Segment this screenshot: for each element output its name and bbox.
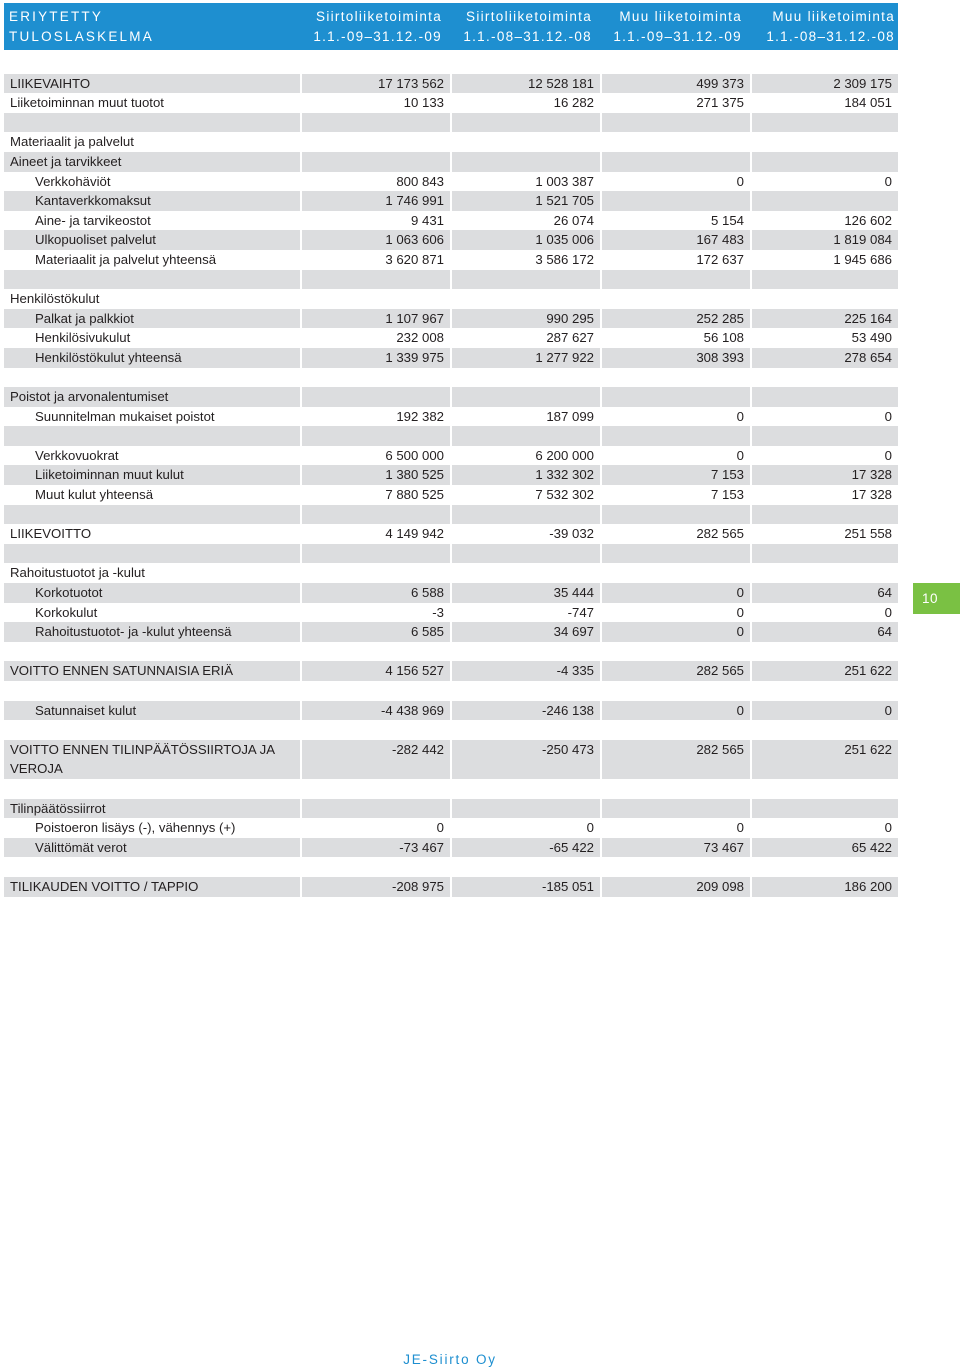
table-row [4,897,898,917]
row-value-col1: 192 382 [300,407,450,427]
row-label: Muut kulut yhteensä [4,485,300,505]
row-value-col2 [450,505,600,525]
row-value-col2 [450,132,600,152]
table-row [4,113,898,133]
row-value-col2: 26 074 [450,211,600,231]
row-value-col2 [450,563,600,583]
row-value-col4: 0 [750,172,898,192]
row-value-col1: -208 975 [300,877,450,897]
row-value-col4 [750,505,898,525]
table-row [4,191,898,211]
row-value-col1 [300,113,450,133]
row-value-col3: 0 [600,818,750,838]
row-label: Kantaverkkomaksut [4,191,300,211]
row-value-col1: 6 585 [300,622,450,642]
row-value-col4: 65 422 [750,838,898,858]
row-label [4,897,300,917]
table-row [4,603,898,623]
table-row [4,818,898,838]
table-row [4,230,898,250]
row-label: Satunnaiset kulut [4,701,300,721]
row-value-col3: 308 393 [600,348,750,368]
column-period-4: 1.1.-08–31.12.-08 [766,28,895,44]
row-value-col4 [750,132,898,152]
table-row [4,838,898,858]
row-value-col3: 282 565 [600,661,750,681]
row-value-col2: 1 277 922 [450,348,600,368]
table-row [4,289,898,309]
row-label: Poistoeron lisäys (-), vähennys (+) [4,818,300,838]
row-value-col1: 4 149 942 [300,524,450,544]
table-row [4,799,898,819]
row-value-col4: 0 [750,603,898,623]
table-row [4,211,898,231]
row-label: LIIKEVAIHTO [4,74,300,94]
column-segment-2: Siirtoliiketoiminta [466,8,592,24]
row-value-col1: -282 442 [300,740,450,779]
table-row [4,877,898,897]
row-value-col3 [600,387,750,407]
row-value-col4 [750,191,898,211]
column-segment-4: Muu liiketoiminta [772,8,895,24]
table-row [4,740,898,779]
row-value-col1 [300,132,450,152]
row-value-col4: 64 [750,622,898,642]
table-row [4,622,898,642]
row-value-col1: 3 620 871 [300,250,450,270]
row-value-col4 [750,642,898,662]
table-body [4,54,898,916]
income-statement-table [4,3,898,916]
row-value-col2: -246 138 [450,701,600,721]
row-value-col2 [450,544,600,564]
row-value-col1 [300,544,450,564]
row-value-col4: 0 [750,701,898,721]
row-value-col1 [300,799,450,819]
row-value-col2 [450,113,600,133]
row-value-col3: 0 [600,172,750,192]
row-value-col4 [750,720,898,740]
row-value-col4: 251 622 [750,661,898,681]
row-label [4,113,300,133]
row-label [4,368,300,388]
table-row [4,270,898,290]
table-row [4,250,898,270]
row-label: Korkokulut [4,603,300,623]
row-value-col4 [750,289,898,309]
row-value-col4: 0 [750,407,898,427]
row-value-col3: 0 [600,583,750,603]
row-value-col2 [450,779,600,799]
row-value-col4: 251 622 [750,740,898,779]
table-row [4,465,898,485]
row-label: Ulkopuoliset palvelut [4,230,300,250]
row-label: Rahoitustuotot- ja -kulut yhteensä [4,622,300,642]
table-row [4,407,898,427]
row-value-col1: 9 431 [300,211,450,231]
row-label: Liiketoiminnan muut kulut [4,465,300,485]
row-value-col2: 7 532 302 [450,485,600,505]
row-value-col1 [300,270,450,290]
row-value-col2: 187 099 [450,407,600,427]
table-row [4,152,898,172]
row-value-col3 [600,426,750,446]
row-value-col1: 10 133 [300,93,450,113]
row-value-col4 [750,897,898,917]
row-value-col2: 34 697 [450,622,600,642]
row-value-col3 [600,799,750,819]
table-row [4,544,898,564]
row-value-col2: -65 422 [450,838,600,858]
row-value-col4 [750,779,898,799]
row-value-col1: 800 843 [300,172,450,192]
table-row [4,309,898,329]
row-value-col4: 0 [750,818,898,838]
row-value-col2 [450,54,600,74]
row-value-col2: -185 051 [450,877,600,897]
table-row [4,701,898,721]
row-label [4,426,300,446]
row-value-col3: 5 154 [600,211,750,231]
row-value-col3 [600,54,750,74]
row-value-col3 [600,368,750,388]
row-value-col2 [450,270,600,290]
row-label: Liiketoiminnan muut tuotot [4,93,300,113]
table-row [4,485,898,505]
row-label: Henkilöstökulut [4,289,300,309]
table-row [4,426,898,446]
table-row [4,93,898,113]
row-label: VOITTO ENNEN SATUNNAISIA ERIÄ [4,661,300,681]
row-value-col4 [750,857,898,877]
row-label: Tilinpäätössiirrot [4,799,300,819]
table-row [4,387,898,407]
row-value-col4 [750,681,898,701]
table-row [4,524,898,544]
row-value-col1 [300,54,450,74]
table-row [4,642,898,662]
row-value-col1 [300,857,450,877]
row-value-col3 [600,681,750,701]
row-value-col3: 282 565 [600,740,750,779]
row-value-col4: 64 [750,583,898,603]
row-label [4,779,300,799]
row-value-col2: 1 035 006 [450,230,600,250]
row-value-col3 [600,152,750,172]
table-row [4,368,898,388]
row-value-col3 [600,289,750,309]
row-value-col3 [600,857,750,877]
row-value-col2: 1 332 302 [450,465,600,485]
row-value-col3: 282 565 [600,524,750,544]
row-value-col3 [600,642,750,662]
row-value-col2 [450,897,600,917]
statement-title-line1: ERIYTETTY [9,8,104,24]
row-value-col2: 287 627 [450,328,600,348]
row-value-col3 [600,897,750,917]
row-value-col3: 252 285 [600,309,750,329]
row-value-col4: 184 051 [750,93,898,113]
row-label: Verkkohäviöt [4,172,300,192]
row-value-col3: 0 [600,407,750,427]
row-value-col1 [300,779,450,799]
table-row [4,563,898,583]
row-value-col4: 2 309 175 [750,74,898,94]
row-value-col1: 7 880 525 [300,485,450,505]
row-value-col1 [300,289,450,309]
row-value-col4 [750,426,898,446]
row-label: Verkkovuokrat [4,446,300,466]
row-value-col4 [750,368,898,388]
table-row [4,446,898,466]
row-label: Aineet ja tarvikkeet [4,152,300,172]
row-label: Poistot ja arvonalentumiset [4,387,300,407]
row-label [4,505,300,525]
row-value-col1 [300,897,450,917]
row-value-col4: 126 602 [750,211,898,231]
row-label [4,54,300,74]
table-row [4,74,898,94]
row-label: LIIKEVOITTO [4,524,300,544]
row-value-col4 [750,270,898,290]
row-value-col3 [600,132,750,152]
row-value-col3 [600,563,750,583]
row-label [4,681,300,701]
row-value-col2 [450,368,600,388]
row-label: Aine- ja tarvikeostot [4,211,300,231]
table-row [4,328,898,348]
row-value-col1 [300,368,450,388]
row-value-col1: 1 063 606 [300,230,450,250]
row-value-col1: 17 173 562 [300,74,450,94]
row-value-col2: -250 473 [450,740,600,779]
row-value-col1: -4 438 969 [300,701,450,721]
header-row-segments [4,6,898,26]
row-value-col1: 0 [300,818,450,838]
row-label [4,720,300,740]
table-row [4,720,898,740]
row-label: Palkat ja palkkiot [4,309,300,329]
table-row [4,583,898,603]
row-label: Henkilösivukulut [4,328,300,348]
row-value-col3: 167 483 [600,230,750,250]
row-value-col3: 7 153 [600,485,750,505]
row-label [4,857,300,877]
table-row [4,681,898,701]
row-value-col2 [450,720,600,740]
table-header [4,3,898,50]
row-value-col2: 3 586 172 [450,250,600,270]
row-value-col3 [600,544,750,564]
table-row [4,857,898,877]
row-value-col3 [600,191,750,211]
row-value-col3 [600,779,750,799]
row-value-col2: 6 200 000 [450,446,600,466]
row-value-col3 [600,270,750,290]
row-value-col3: 7 153 [600,465,750,485]
row-value-col4 [750,113,898,133]
row-value-col4 [750,152,898,172]
row-value-col1: 1 380 525 [300,465,450,485]
table-row [4,348,898,368]
row-value-col2 [450,642,600,662]
row-value-col1: 232 008 [300,328,450,348]
row-value-col3: 0 [600,622,750,642]
row-label: Materiaalit ja palvelut [4,132,300,152]
row-value-col3: 499 373 [600,74,750,94]
row-value-col3 [600,720,750,740]
table-row [4,505,898,525]
row-value-col4: 186 200 [750,877,898,897]
row-label [4,642,300,662]
row-value-col2: 16 282 [450,93,600,113]
table-row [4,54,898,74]
row-value-col3: 0 [600,701,750,721]
row-label: Suunnitelman mukaiset poistot [4,407,300,427]
row-value-col1: 1 339 975 [300,348,450,368]
row-value-col4: 251 558 [750,524,898,544]
row-value-col1: -3 [300,603,450,623]
row-value-col2: 1 521 705 [450,191,600,211]
row-value-col1: 6 500 000 [300,446,450,466]
row-label: TILIKAUDEN VOITTO / TAPPIO [4,877,300,897]
row-label [4,544,300,564]
row-value-col4 [750,544,898,564]
row-value-col2: -39 032 [450,524,600,544]
row-value-col3 [600,113,750,133]
row-value-col3: 172 637 [600,250,750,270]
row-value-col2 [450,426,600,446]
row-label: Korkotuotot [4,583,300,603]
row-value-col3 [600,505,750,525]
row-label: Henkilöstökulut yhteensä [4,348,300,368]
row-value-col1 [300,563,450,583]
header-row-periods [4,26,898,46]
row-value-col2 [450,152,600,172]
row-value-col2 [450,799,600,819]
row-label: Rahoitustuotot ja -kulut [4,563,300,583]
row-value-col4: 0 [750,446,898,466]
row-value-col3: 56 108 [600,328,750,348]
row-value-col2: 12 528 181 [450,74,600,94]
column-period-1: 1.1.-09–31.12.-09 [313,28,442,44]
row-value-col4: 278 654 [750,348,898,368]
row-value-col1 [300,505,450,525]
row-value-col3: 209 098 [600,877,750,897]
row-value-col1 [300,720,450,740]
footer-company-name: JE-Siirto Oy [403,1352,497,1367]
column-period-3: 1.1.-09–31.12.-09 [613,28,742,44]
column-segment-1: Siirtoliiketoiminta [316,8,442,24]
statement-title-line2: TULOSLASKELMA [9,28,154,44]
row-value-col1 [300,152,450,172]
row-value-col2 [450,387,600,407]
row-value-col4: 17 328 [750,465,898,485]
row-value-col2: 1 003 387 [450,172,600,192]
page-number-tab: 10 [913,583,960,614]
row-value-col4: 1 945 686 [750,250,898,270]
row-value-col4 [750,54,898,74]
row-value-col2: -4 335 [450,661,600,681]
row-value-col3: 73 467 [600,838,750,858]
row-value-col3: 0 [600,603,750,623]
row-value-col1: 1 746 991 [300,191,450,211]
row-value-col1 [300,642,450,662]
row-value-col3: 271 375 [600,93,750,113]
table-row [4,779,898,799]
row-label: Materiaalit ja palvelut yhteensä [4,250,300,270]
row-value-col4: 53 490 [750,328,898,348]
row-value-col4: 17 328 [750,485,898,505]
row-value-col2 [450,857,600,877]
row-value-col2 [450,289,600,309]
row-value-col1 [300,681,450,701]
row-value-col1: 1 107 967 [300,309,450,329]
column-segment-3: Muu liiketoiminta [619,8,742,24]
row-value-col1: -73 467 [300,838,450,858]
row-value-col4 [750,563,898,583]
row-value-col1: 6 588 [300,583,450,603]
row-value-col1: 4 156 527 [300,661,450,681]
row-value-col4: 225 164 [750,309,898,329]
column-period-2: 1.1.-08–31.12.-08 [463,28,592,44]
row-value-col2: -747 [450,603,600,623]
table-row [4,132,898,152]
table-row [4,172,898,192]
row-value-col3: 0 [600,446,750,466]
row-value-col2: 0 [450,818,600,838]
row-label [4,270,300,290]
row-value-col1 [300,387,450,407]
row-value-col4: 1 819 084 [750,230,898,250]
row-value-col4 [750,799,898,819]
table-row [4,661,898,681]
row-value-col4 [750,387,898,407]
row-value-col2 [450,681,600,701]
row-label: VOITTO ENNEN TILINPÄÄTÖSSIIRTOJA JA VEROJA [4,740,300,779]
row-value-col1 [300,426,450,446]
row-value-col2: 990 295 [450,309,600,329]
row-value-col2: 35 444 [450,583,600,603]
row-label: Välittömät verot [4,838,300,858]
